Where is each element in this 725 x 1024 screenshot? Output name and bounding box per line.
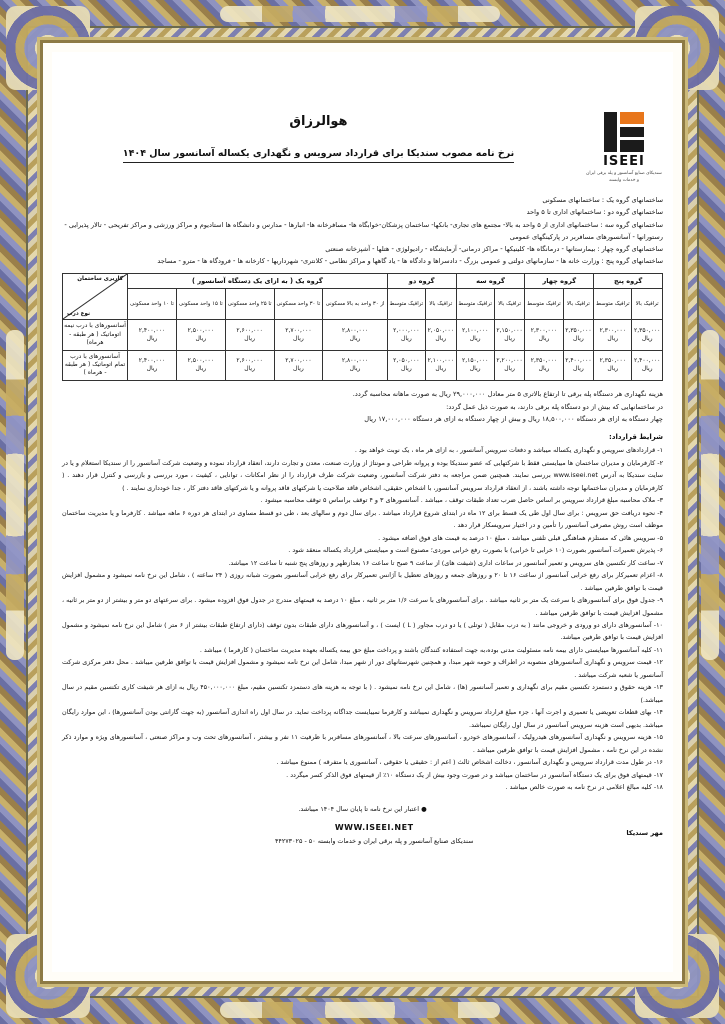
cell-amount: ۲,۸۰۰,۰۰۰ bbox=[341, 357, 369, 364]
cell-amount: ۲,۰۵۰,۰۰۰ bbox=[427, 326, 454, 334]
cell-value bbox=[128, 350, 177, 380]
cell-currency: ریال bbox=[641, 365, 653, 373]
cell-currency: ریال bbox=[400, 334, 412, 342]
cell-value bbox=[594, 350, 632, 380]
sub-header: ترافیک بالا bbox=[563, 289, 594, 320]
note-line: هزینه نگهداری هر دستگاه پله برقی تا ارتفاع بالاتری ۵ متر معادل ۲۹,۰۰۰,۰۰۰ ریال به صورت ماهانه محاسبه گردد. bbox=[352, 389, 663, 398]
group-header-1: گروه یک ( به ازای یک دستگاه آسانسور ) bbox=[128, 274, 388, 289]
cell-amount: ۲,۳۵۰,۰۰۰ bbox=[530, 357, 558, 364]
cell-amount: ۲,۱۰۰,۰۰۰ bbox=[427, 357, 454, 364]
cell-amount: ۲,۳۰۰,۰۰۰ bbox=[530, 326, 558, 334]
cell-value bbox=[176, 320, 225, 350]
cell-currency: ریال bbox=[146, 334, 158, 342]
cell-amount: ۲,۵۰۰,۰۰۰ bbox=[187, 357, 214, 364]
sub-header: از ۳۰ واحد به بالا مسکونی bbox=[323, 289, 387, 320]
cell-currency: ریال bbox=[195, 365, 207, 373]
table-row bbox=[63, 350, 663, 380]
sub-header: تا ۳۰ واحد مسکونی bbox=[274, 289, 323, 320]
cell-currency: ریال bbox=[469, 365, 481, 373]
cell-amount: ۲,۷۰۰,۰۰۰ bbox=[285, 326, 312, 334]
cell-value bbox=[563, 350, 594, 380]
cell-amount: ۲,۴۰۰,۰۰۰ bbox=[565, 357, 592, 364]
term-item: ۱۴- بهای قطعات تعویضی یا تعمیری و اجرت آنها ، جزء مبلغ قرارداد سرویس و نگهداری نمیباشد و کارفرما نمیبایست جداگانه پرداخت نماید. در سال اول راه اندازی آسانسور (به جهت گارانتی بودن آسانسورها) ، این موارد رایگان میباشد. بدیهی است هزینه سرویس آسانسور در سال اول رایگان نمیباشد. bbox=[62, 708, 663, 729]
escalator-notes bbox=[62, 388, 663, 427]
sub-header: ترافیک بالا bbox=[494, 289, 525, 320]
iseei-logo-icon bbox=[604, 112, 644, 152]
table-header-groups bbox=[63, 274, 663, 289]
footer-row bbox=[62, 820, 663, 847]
cell-amount: ۲,۱۵۰,۰۰۰ bbox=[496, 326, 523, 334]
sub-header: ترافیک متوسط bbox=[387, 289, 425, 320]
building-groups-list bbox=[62, 194, 663, 267]
sub-header: ترافیک بالا bbox=[632, 289, 663, 320]
cell-currency: ریال bbox=[573, 334, 584, 342]
cell-currency: ریال bbox=[641, 334, 653, 342]
cell-value bbox=[425, 350, 456, 380]
cell-currency: ریال bbox=[244, 334, 255, 342]
terms-list bbox=[62, 444, 663, 794]
group-header-5: گروه پنج bbox=[594, 274, 663, 289]
cell-amount: ۲,۸۰۰,۰۰۰ bbox=[341, 326, 369, 334]
side-ornament-bottom bbox=[220, 1002, 500, 1018]
cell-currency: ریال bbox=[607, 334, 619, 342]
stamp-label: مهر سندیکا bbox=[626, 829, 663, 838]
cell-currency: ریال bbox=[146, 365, 158, 373]
cell-currency: ریال bbox=[607, 365, 619, 373]
page-title: هوالرزاق bbox=[289, 114, 348, 129]
table-corner-cell bbox=[63, 274, 128, 320]
term-item: ۱۷- قیمتهای فوق برای یک دستگاه آسانسور در ساختمان میباشد و در صورت وجود بیش از یک دستگاه ۱۰٪ از قیمتهای فوق الذکر کسر میگردد . bbox=[286, 770, 663, 779]
note-line: چهار دستگاه به ازای هر دستگاه ۱۸,۵۰۰,۰۰۰ ریال و بیش از چهار دستگاه به ازای هر دستگاه ۱۷,۰۰۰,۰۰۰ ریال bbox=[364, 415, 663, 424]
term-item: ۹- جدول فوق برای آسانسورهای با سرعت یک متر بر ثانیه میباشد . برای آسانسورهای با سرعت ۱/۶ متر بر ثانیه ، مبلغ ۱۰ درصد به قیمتهای مندرج در جدول فوق افزوده میشود . برای سرعتهای دو متر و بیشتر از دو متر بر ثانیه ، مشمول افزایش قیمت با توافق طرفین میباشد . bbox=[62, 596, 663, 617]
cell-value bbox=[456, 350, 494, 380]
cell-value bbox=[425, 320, 456, 350]
cell-value bbox=[274, 350, 323, 380]
side-ornament-top bbox=[220, 6, 500, 22]
cell-value bbox=[563, 320, 594, 350]
cell-currency: ریال bbox=[195, 334, 207, 342]
cell-currency: ریال bbox=[573, 365, 584, 373]
row-label: آسانسورهای با درب تمام اتوماتیک ( هر طبقه - هرماه ) bbox=[63, 350, 128, 380]
corner-label-top: کاربری ساختمان bbox=[77, 276, 123, 283]
page-subtitle: نرخ نامه مصوب سندیکا برای قرارداد سرویس و نگهداری یکساله آسانسور سال ۱۴۰۴ bbox=[123, 148, 514, 163]
sub-header: تا ۱۵ واحد مسکونی bbox=[176, 289, 225, 320]
side-ornament-left bbox=[6, 330, 24, 660]
logo-subtitle: سندیکای صنایع آسانسور و پله برقی ایران و خدمات وابسته bbox=[586, 171, 662, 183]
cell-amount: ۲,۵۰۰,۰۰۰ bbox=[187, 326, 214, 334]
cell-amount: ۲,۳۵۰,۰۰۰ bbox=[634, 326, 661, 334]
term-item: ۱۰- آسانسورهای دارای دو ورودی و خروجی مانند ( به درب مقابل ( توتلی ) یا دو درب مجاور ( L ) ایست ) ، و آسانسورهای دارای طبقات بدون توقف (دارای ارتفاع طبقات بیشتر از ۶ متر ) شامل این نرخ نامه نمیشود و مشمول افزایش قیمت با توافق طرفین میباشد. bbox=[62, 621, 663, 642]
cell-value bbox=[632, 350, 663, 380]
cell-value bbox=[387, 350, 425, 380]
cell-amount: ۲,۴۰۰,۰۰۰ bbox=[138, 326, 166, 334]
cell-amount: ۲,۱۵۰,۰۰۰ bbox=[461, 357, 489, 364]
cell-value bbox=[494, 320, 525, 350]
cell-value bbox=[456, 320, 494, 350]
term-item: ۳- ملاک محاسبه مبلغ قرارداد سرویس بر اساس حاصل ضرب تعداد طبقات توقف ، میباشد . آسانسورهای ۳ و ۴ توقف براساس ۵ توقف محاسبه میشود . bbox=[260, 496, 663, 505]
cell-currency: ریال bbox=[293, 365, 304, 373]
document-footer bbox=[62, 803, 663, 848]
cell-currency: ریال bbox=[349, 334, 361, 342]
sub-header: تا ۲۵ واحد مسکونی bbox=[225, 289, 274, 320]
term-item: ۵- سرویس هائی که مستلزم هماهنگی قبلی تلفنی میباشد ، مبلغ ۱۰ درصد به قیمت های فوق اضافه میشود . bbox=[378, 533, 663, 542]
cell-currency: ریال bbox=[538, 334, 550, 342]
cell-value bbox=[128, 320, 177, 350]
group-item: ساختمانهای گروه پنج : وزارت خانه ها - سازمانهای دولتی و عمومی بزرگ - دادسراها و دادگاه ها - یاد گاهها و مراکز نظامی - کلانتری- شهرداریها - کارخانه ها - فرودگاه ها - مترو - مساجد bbox=[157, 257, 663, 266]
cell-value bbox=[323, 350, 387, 380]
rates-table bbox=[62, 273, 663, 380]
cell-amount: ۲,۰۵۰,۰۰۰ bbox=[393, 357, 420, 364]
cell-currency: ریال bbox=[469, 334, 481, 342]
term-item: ۲- کارفرمایان و مدیران ساختمان ها میبایستی فقط با شرکتهایی که عضو سندیکا بوده و پروانه طراحی و مونتاژ از وزارت صنعت، معدن و تجارت دارند، انعقاد قرارداد نموده و وضعیت شرکت آسانسور را از سندیکا استعلام و یا در سایت سندیکا به آدرس www.iseei.net بررسی نمایند. همچنین ضمن مراجعه به دفتر شرکت آسانسور، وضعیت شرکت طرف قرارداد را از نظر امکانات ، توانایی ، کیفیت ، مورد بررسی و بازرسی و کنترل قرار دهند . ( کارفرمایان و مدیران ساختمانها توجه داشته باشند ، از انعقاد قرارداد سرویس آسانسور، با اشخاص حقیقی، اشخاص فاقد صلاحیت یا شرکتهای فاقد پروانه و یا شرکتهای فاقد دفتر کار ، جدا خودداری نمایند . ) bbox=[62, 458, 663, 492]
group-header-2: گروه دو bbox=[387, 274, 456, 289]
cell-value bbox=[387, 320, 425, 350]
sub-header: تا ۱۰ واحد مسکونی bbox=[128, 289, 177, 320]
organization-line: سندیکای صنایع آسانسور و پله برقی ایران و خدمات وابسته ۵۰ - ۴۴۲۷۳۰۲۵ bbox=[274, 837, 474, 846]
cell-currency: ریال bbox=[504, 334, 515, 342]
term-item: ۱۱- کلیه آسانسورها میبایستی دارای بیمه نامه مسئولیت مدنی بوده،به جهت استفاده کنندگان باشند و پرداخت مبلغ حق بیمه یکساله بعهده مدیریت ساختمان ( کارفرما ) میباشد . bbox=[199, 645, 663, 654]
cell-value bbox=[525, 350, 563, 380]
group-header-3: گروه سه bbox=[456, 274, 525, 289]
sub-header: ترافیک متوسط bbox=[525, 289, 563, 320]
cell-amount: ۲,۲۰۰,۰۰۰ bbox=[496, 357, 523, 364]
term-item: ۱۶- در طول مدت قرارداد سرویس و نگهداری آسانسور ، دخالت اشخاص ثالث ( اعم از : حقیقی یا حقوقی ، آسانسوری یا متفرقه ) ممنوع میباشد . bbox=[276, 758, 663, 767]
cell-value bbox=[274, 320, 323, 350]
cell-amount: ۲,۴۰۰,۰۰۰ bbox=[634, 357, 661, 364]
cell-currency: ریال bbox=[349, 365, 361, 373]
cell-value bbox=[525, 320, 563, 350]
validity-text: اعتبار این نرخ نامه تا پایان سال ۱۴۰۴ میباشد. bbox=[298, 804, 420, 813]
term-item: ۶- پذیرش تعمیرات آسانسور بصورت (۱۰ خرابی تا خرابی) با بصورت رفع خرابی موردی؛ مصنوع است و میبایستی قرارداد یکساله منعقد شود . bbox=[288, 546, 663, 555]
sub-header: ترافیک بالا bbox=[425, 289, 456, 320]
term-item: ۸- اعزام تعمیرکار برای رفع خرابی آسانسور از ساعت ۱۶ تا ۲۰ و روزهای جمعه و روزهای تعطیل با آژانس تعمیرکار برای رفع خرابی آسانسور بصورت شبانه روزی ( ۲۴ ساعته ) ، شامل این نرخ نامه نمیشود و مشمول افزایش قیمت با توافق طرفین میباشد . bbox=[62, 571, 663, 592]
cell-currency: ریال bbox=[538, 365, 550, 373]
cell-amount: ۲,۷۰۰,۰۰۰ bbox=[285, 357, 312, 364]
header-row bbox=[62, 112, 663, 184]
cell-value bbox=[176, 350, 225, 380]
cell-amount: ۲,۴۰۰,۰۰۰ bbox=[138, 357, 166, 364]
logo-name: ISEEI bbox=[603, 154, 645, 169]
cell-currency: ریال bbox=[435, 334, 447, 342]
cell-value bbox=[225, 320, 274, 350]
side-ornament-right bbox=[701, 330, 719, 660]
note-line: در ساختمانهایی که بیش از دو دستگاه پله برقی دارند، به صورت ذیل عمل گردد: bbox=[446, 402, 663, 411]
term-item: ۴- نحوه دریافت حق سرویس : برای سال اول طی یک قسط برای ۱۲ ماه در ابتدای شروع قرارداد میباشد . برای سال دوم و سالهای بعد ، طی دو قسط مساوی در ابتدای هر دوره ۶ ماهه میباشد . کارفرما و یا مدیریت ساختمان موظف است روش مصرفی آسانسور را تأمین و در اختیار سرویسکار قرار دهد . bbox=[62, 508, 663, 530]
validity-note: ● اعتبار این نرخ نامه تا پایان سال ۱۴۰۴ میباشد. bbox=[298, 804, 427, 813]
cell-amount: ۲,۶۰۰,۰۰۰ bbox=[236, 357, 263, 364]
cell-currency: ریال bbox=[244, 365, 255, 373]
group-header-4: گروه چهار bbox=[525, 274, 594, 289]
cell-amount: ۲,۳۵۰,۰۰۰ bbox=[599, 357, 626, 364]
term-item: ۱۲- قیمت سرویس و نگهداری آسانسورهای منصوبه در اطراف و حومه شهر مبدا، و همچنین شهرستانهای دور از شهر مبدا، شامل این نرخ نامه نمیشود و مشمول افزایش قیمت با توافق طرفین میباشد . محل دفتر مرکزی شرکت آسانسور یا شعبه شرکت میباشد . bbox=[62, 658, 663, 679]
cell-currency: ریال bbox=[504, 365, 515, 373]
row-label: آسانسورهای با درب نیمه اتوماتیک ( هر طبقه - هرماه) bbox=[63, 320, 128, 350]
cell-value bbox=[594, 320, 632, 350]
sub-header: ترافیک متوسط bbox=[594, 289, 632, 320]
corner-label-bottom: نوع درب bbox=[67, 311, 91, 318]
cell-amount: ۲,۰۰۰,۰۰۰ bbox=[393, 326, 420, 334]
cell-currency: ریال bbox=[293, 334, 304, 342]
group-item: ساختمانهای گروه سه : ساختمانهای اداری از ۵ واحد به بالا- مجتمع های تجاری- بانکها- ساختمان پزشکان-خوابگاه ها- مسافرخانه ها- انبارها - مدارس و دانشگاه ها استادیوم و مراکز ورزشی و مراکز تفریحی - تالار پذیرایی - رستورانها - آسانسورهای مسافربر در پارکینگهای عمومی bbox=[64, 220, 663, 241]
group-item: ساختمانهای گروه یک : ساختمانهای مسکونی bbox=[542, 196, 663, 205]
title-block bbox=[62, 112, 575, 163]
term-item: ۱- قراردادهای سرویس و نگهداری یکساله میباشد و دفعات سرویس آسانسور ، به ازای هر ماه ، یک نوبت خواهد بود . bbox=[354, 446, 663, 455]
table-header-subs bbox=[63, 289, 663, 320]
sub-header: ترافیک متوسط bbox=[456, 289, 494, 320]
term-item: ۷- ساعت کار تکنسین های سرویس و تعمیر آسانسور در ساعات اداری (شیفت های) از ساعت ۹ صبح تا ساعت ۱۶ بعدازظهر و روزهای پنج شنبه تا ساعت ۱۲ میباشد. bbox=[228, 558, 663, 567]
document-content bbox=[52, 52, 673, 972]
cell-amount: ۲,۳۰۰,۰۰۰ bbox=[599, 326, 626, 334]
website-link[interactable]: WWW.ISEEI.NET bbox=[334, 822, 414, 832]
cell-value bbox=[494, 350, 525, 380]
term-item: ۱۳- هزینه حقوق و دستمزد تکنسین مقیم برای نگهداری و تعمیر آسانسور (ها) ، شامل این نرخ نامه نمیشود . ( با توجه به هزینه های دستمزد تکنسین مقیم، مبلغ ۴۵۰,۰۰۰,۰۰۰ ریال به ازای هر شیفت کاری تکنسین مقیم در سال میباشد.) bbox=[62, 683, 663, 704]
cell-value bbox=[323, 320, 387, 350]
cell-amount: ۲,۶۰۰,۰۰۰ bbox=[236, 326, 263, 334]
terms-title: شرایط قرارداد: bbox=[609, 433, 663, 442]
footer-center bbox=[275, 820, 473, 847]
company-logo bbox=[585, 112, 663, 184]
term-item: ۱۸- کلیه مبالغ اعلامی در نرخ نامه به صورت خالص میباشد . bbox=[505, 783, 663, 792]
group-item: ساختمانهای گروه دو : ساختمانهای اداری تا ۵ واحد bbox=[526, 208, 663, 217]
table-row bbox=[63, 320, 663, 350]
cell-currency: ریال bbox=[400, 365, 412, 373]
cell-amount: ۲,۱۰۰,۰۰۰ bbox=[461, 326, 489, 334]
cell-value bbox=[632, 320, 663, 350]
cell-value bbox=[225, 350, 274, 380]
cell-amount: ۲,۳۵۰,۰۰۰ bbox=[565, 326, 592, 334]
cell-currency: ریال bbox=[435, 365, 447, 373]
group-item: ساختمانهای گروه چهار : بیمارستانها - درمانگاه ها- کلینیکها - مراکز درمانی- آزمایشگاه - رادیولوژی - هتلها - آشپزخانه صنعتی bbox=[325, 244, 663, 253]
term-item: ۱۵- هزینه سرویس و نگهداری آسانسورهای هیدرولیک ، آسانسورهای خودرو ، آسانسورهای سرعت بالا ، آسانسورهای مسافربر با ظرفیت ۱۱ نفر و بیشتر ، آسانسورهای تحت وب و مراکز صنعتی ، آسانسورهای ویژه و موارد ذکر نشده در این نرخ نامه ، مشمول افزایش قیمت با توافق طرفین میباشد . bbox=[62, 733, 663, 754]
